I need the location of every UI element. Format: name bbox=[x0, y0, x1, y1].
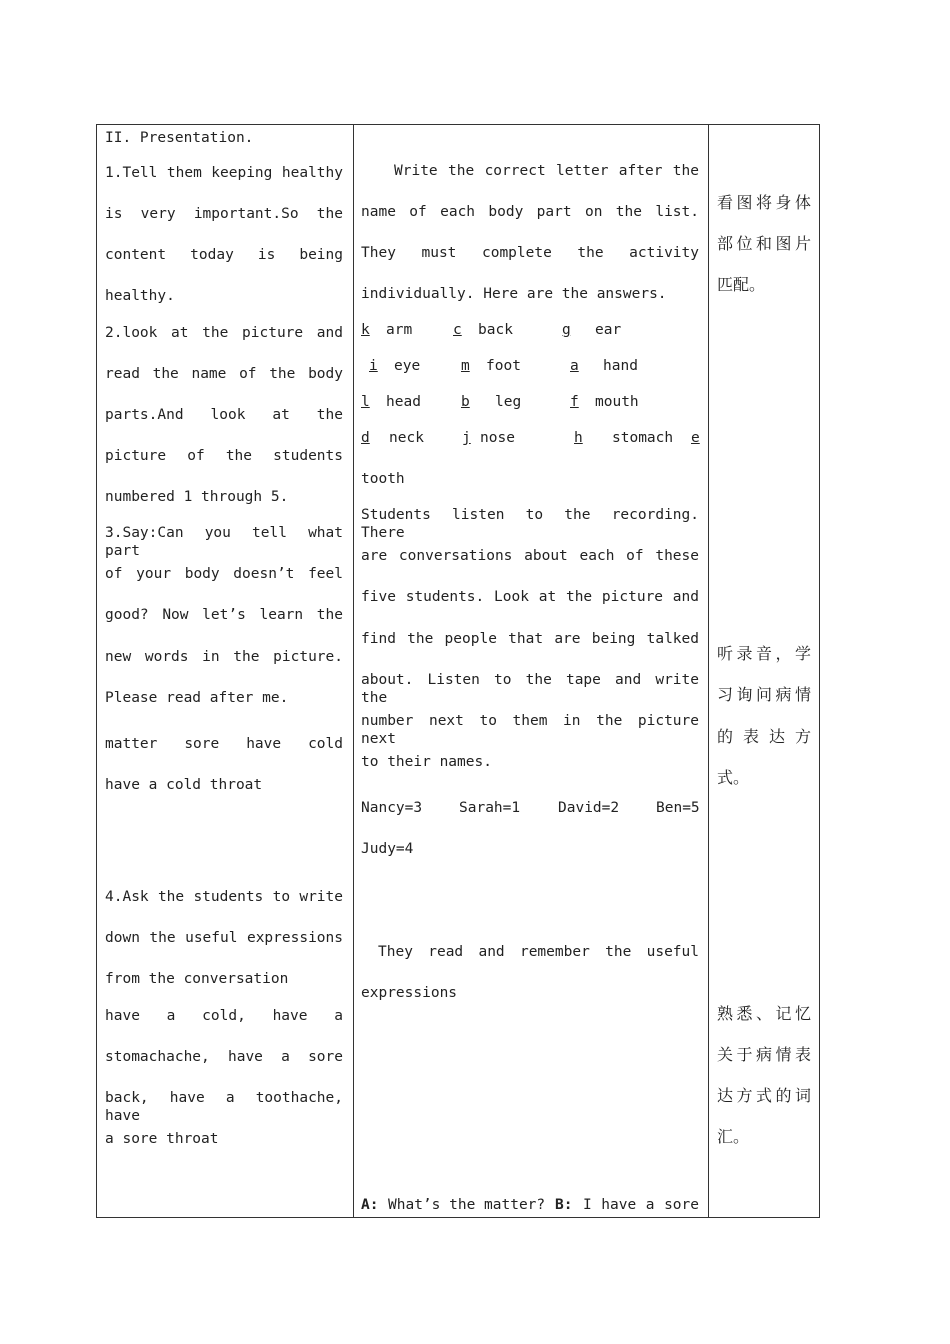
col1-vocab: matter sore have cold bbox=[105, 736, 343, 752]
answer-letter: m bbox=[461, 358, 470, 374]
col2-line: are conversations about each of these bbox=[361, 548, 699, 564]
answer-word: mouth bbox=[595, 394, 639, 410]
column-divider bbox=[708, 125, 709, 1217]
note-line: 式。 bbox=[717, 768, 750, 787]
answer-letter: i bbox=[369, 358, 378, 374]
answer-letter: k bbox=[361, 322, 370, 338]
answer-letter: a bbox=[570, 358, 579, 374]
answer-word: stomach bbox=[612, 430, 674, 446]
col2-line: five students. Look at the picture and bbox=[361, 589, 699, 605]
note-line: 关于病情表 bbox=[717, 1045, 811, 1064]
note-line: 熟悉、记忆 bbox=[717, 1004, 811, 1023]
note-line: 达方式的词 bbox=[717, 1086, 811, 1105]
answer-letter: b bbox=[461, 394, 470, 410]
answer-letter: g bbox=[562, 322, 571, 338]
answer-letter: f bbox=[570, 394, 579, 410]
dialog-line: What’s the matter? bbox=[388, 1197, 546, 1213]
col1-line: good? Now let’s learn the bbox=[105, 607, 343, 623]
score: Sarah=1 bbox=[459, 800, 521, 816]
answer-letter: e bbox=[691, 430, 700, 446]
section-heading: II. Presentation. bbox=[105, 130, 254, 146]
answer-word: foot bbox=[486, 358, 521, 374]
col1-line: 3.Say:Can you tell what part bbox=[105, 525, 343, 559]
answer-word: hand bbox=[603, 358, 638, 374]
col1-line: parts.And look at the bbox=[105, 407, 343, 423]
col2-line: expressions bbox=[361, 985, 458, 1001]
col1-line: Please read after me. bbox=[105, 690, 289, 706]
answer-letter: c bbox=[453, 322, 462, 338]
col1-line: new words in the picture. bbox=[105, 649, 343, 665]
column-divider bbox=[353, 125, 354, 1217]
col1-line: a sore throat bbox=[105, 1131, 219, 1147]
note-line: 的表达方 bbox=[717, 727, 811, 746]
dialog-line: I have a sore bbox=[583, 1197, 699, 1213]
answer-word: nose bbox=[480, 430, 515, 446]
answer-word: ear bbox=[595, 322, 622, 338]
dialog-speaker-b: B: bbox=[555, 1197, 573, 1213]
col1-line: from the conversation bbox=[105, 971, 289, 987]
answer-word: leg bbox=[495, 394, 522, 410]
col1-line: 1.Tell them keeping healthy bbox=[105, 165, 343, 181]
answer-word: arm bbox=[386, 322, 413, 338]
note-line: 看图将身体 bbox=[717, 193, 811, 212]
col2-line: Write the correct letter after the bbox=[394, 163, 699, 179]
col1-line: read the name of the body bbox=[105, 366, 343, 382]
answer-letter: l bbox=[361, 394, 370, 410]
col1-line: 2.look at the picture and bbox=[105, 325, 343, 341]
answer-letter: d bbox=[361, 430, 370, 446]
col1-line: healthy. bbox=[105, 288, 175, 304]
answer-word: neck bbox=[389, 430, 424, 446]
col1-line: is very important.So the bbox=[105, 206, 343, 222]
col1-line: back, have a toothache, have bbox=[105, 1090, 343, 1124]
col1-line: picture of the students bbox=[105, 448, 343, 464]
col1-line: of your body doesn’t feel bbox=[105, 566, 343, 582]
col2-line: They read and remember the useful bbox=[378, 944, 699, 960]
col1-line: have a cold, have a bbox=[105, 1008, 343, 1024]
note-line: 习询问病情 bbox=[717, 685, 811, 704]
col1-vocab: have a cold throat bbox=[105, 777, 263, 793]
col2-line: about. Listen to the tape and write the bbox=[361, 672, 699, 706]
note-line: 汇。 bbox=[717, 1127, 750, 1146]
score: Judy=4 bbox=[361, 841, 414, 857]
note-line: 部位和图片 bbox=[717, 234, 811, 253]
col1-line: down the useful expressions bbox=[105, 930, 343, 946]
score: David=2 bbox=[558, 800, 620, 816]
col2-line: number next to them in the picture next bbox=[361, 713, 699, 747]
score: Ben=5 bbox=[656, 800, 700, 816]
score: Nancy=3 bbox=[361, 800, 423, 816]
col1-line: 4.Ask the students to write bbox=[105, 889, 343, 905]
note-line: 匹配。 bbox=[717, 275, 766, 294]
col2-line: to their names. bbox=[361, 754, 492, 770]
col2-line: Students listen to the recording. There bbox=[361, 507, 699, 541]
answer-letter: h bbox=[574, 430, 583, 446]
answer-letter: j bbox=[462, 430, 471, 446]
col2-line: individually. Here are the answers. bbox=[361, 286, 667, 302]
dialog-speaker-a: A: bbox=[361, 1197, 379, 1213]
col1-line: content today is being bbox=[105, 247, 343, 263]
col1-line: numbered 1 through 5. bbox=[105, 489, 289, 505]
answer-word: eye bbox=[394, 358, 421, 374]
answer-word: head bbox=[386, 394, 421, 410]
answer-word: tooth bbox=[361, 471, 405, 487]
col2-line: find the people that are being talked bbox=[361, 631, 699, 647]
col2-line: They must complete the activity bbox=[361, 245, 699, 261]
note-line: 听录音，学 bbox=[717, 644, 811, 663]
col1-line: stomachache, have a sore bbox=[105, 1049, 343, 1065]
col2-line: name of each body part on the list. bbox=[361, 204, 699, 220]
answer-word: back bbox=[478, 322, 513, 338]
